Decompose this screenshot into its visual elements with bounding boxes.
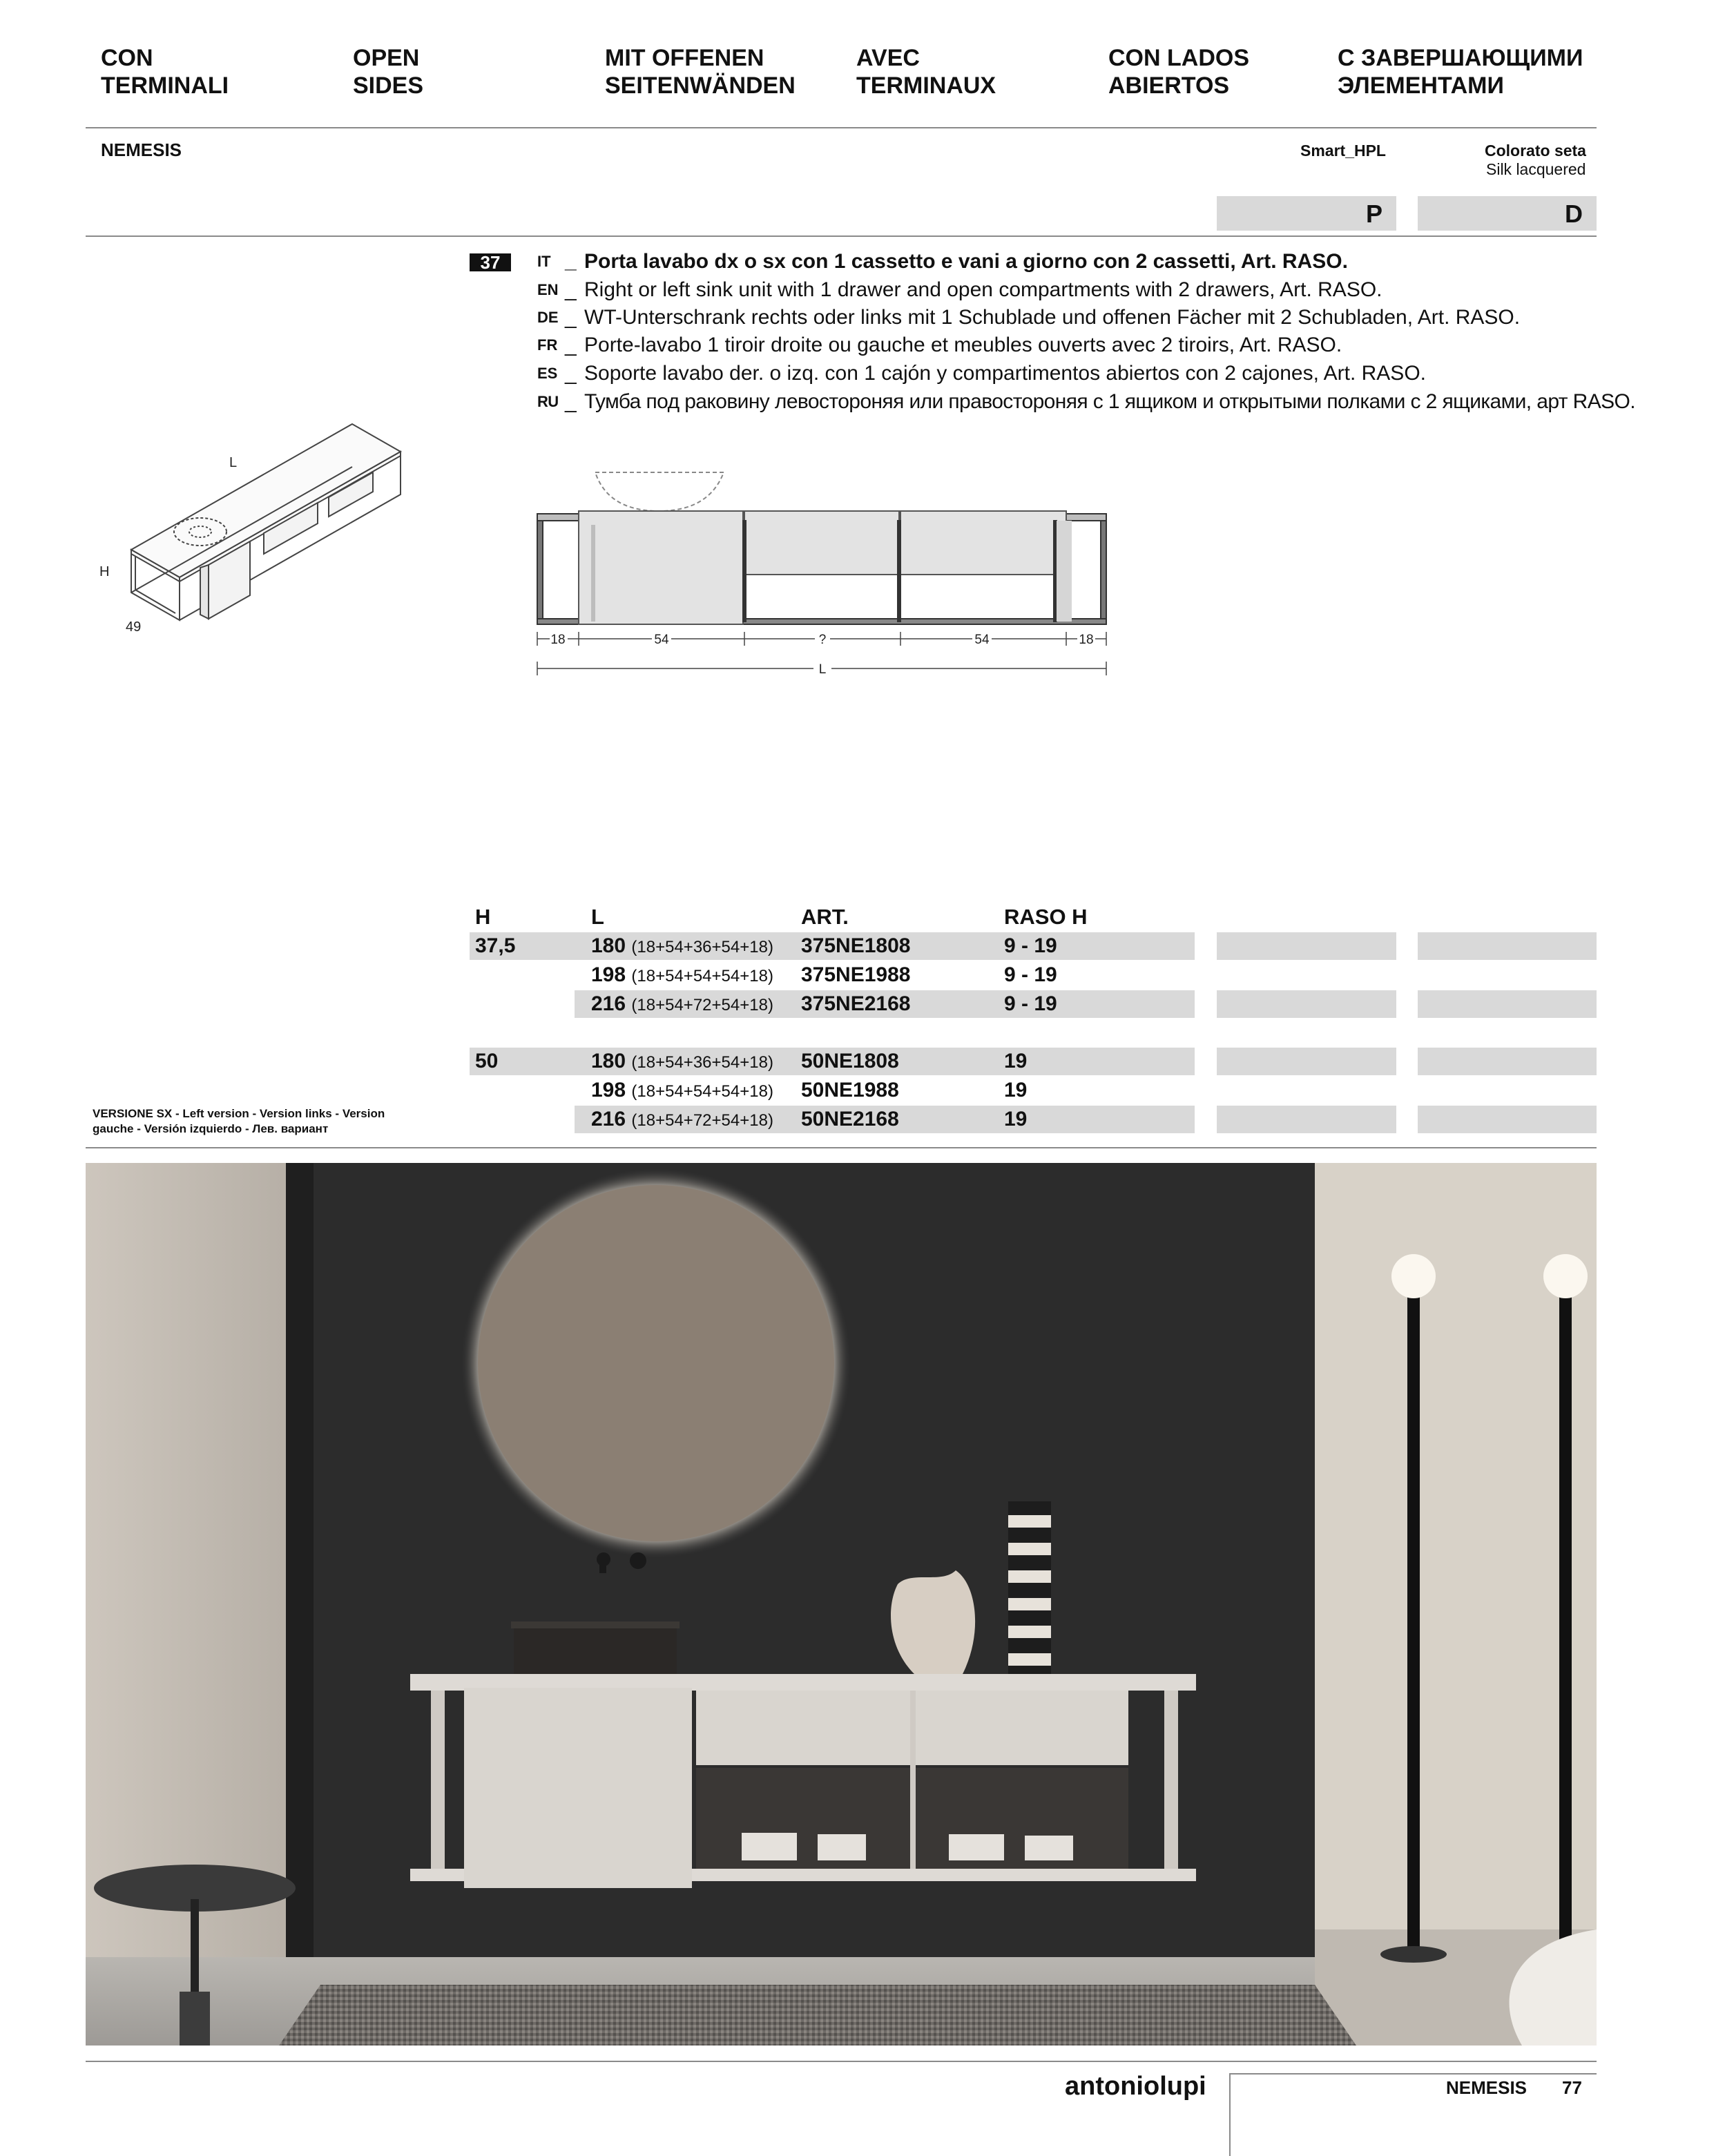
table-bottom-rule: [86, 1147, 1597, 1148]
dim-variable: ?: [818, 633, 827, 647]
table-row: [470, 1048, 1597, 1075]
header-russian: С ЗАВЕРШАЮЩИМИ ЭЛЕМЕНТАМИ: [1338, 45, 1583, 99]
bathroom-photo: [86, 1163, 1597, 2046]
cell-l: 216: [591, 1108, 626, 1130]
table-row: [470, 990, 1597, 1018]
lang-code: FR: [537, 336, 558, 354]
table-header-art: ART.: [801, 905, 849, 929]
cell-l: 198: [591, 963, 626, 986]
desc-text: Porte-lavabo 1 tiroir droite ou gauche et meubles ouverts avec 2 tiroirs, Art. RASO.: [584, 334, 1342, 356]
lang-code: IT: [537, 253, 551, 270]
table-header-raso: RASO H: [1004, 905, 1088, 929]
cell-art: 375NE2168: [801, 992, 911, 1015]
cell-raso: 19: [1004, 1108, 1028, 1130]
cell-art: 375NE1808: [801, 934, 911, 957]
iso-label-l: L: [229, 455, 238, 470]
brand-logo: antoniolupi: [1065, 2072, 1206, 2101]
cell-h: 37,5: [475, 934, 516, 957]
dim-total-l: L: [818, 662, 827, 677]
footer-collection: NEMESIS: [1446, 2077, 1528, 2098]
finish-silk-lacquered: Silk lacquered: [1486, 160, 1586, 178]
version-note: [93, 1106, 385, 1137]
header-con-lados: CON LADOS ABIERTOS: [1108, 45, 1249, 99]
table-header-l: L: [591, 905, 604, 929]
cell-raso: 9 - 19: [1004, 934, 1057, 957]
cell-l: 198: [591, 1079, 626, 1101]
cell-l: 180: [591, 1050, 626, 1072]
finish-code-d: D: [1418, 196, 1597, 231]
header-open-sides: OPEN SIDES: [353, 45, 424, 99]
header-mit-offenen: MIT OFFENEN SEITENWÄNDEN: [605, 45, 796, 99]
desc-text: Porta lavabo dx o sx con 1 cassetto e vani a giorno con 2 cassetti, Art. RASO.: [584, 250, 1348, 273]
cell-l-detail: (18+54+54+54+18): [631, 1082, 773, 1101]
lang-code: ES: [537, 365, 558, 382]
page-number: 77: [1562, 2077, 1582, 2098]
table-row: [470, 1106, 1597, 1133]
cell-l-detail: (18+54+72+54+18): [631, 996, 773, 1014]
cell-raso: 9 - 19: [1004, 992, 1057, 1015]
cell-l-detail: (18+54+36+54+18): [631, 1053, 773, 1072]
front-elevation-drawing: [532, 463, 1119, 684]
section-rule: [86, 235, 1597, 237]
cell-l-detail: (18+54+54+54+18): [631, 967, 773, 985]
table-row: [470, 961, 1597, 989]
footer-rule: [86, 2061, 1597, 2062]
finish-smart-hpl: Smart_HPL: [1300, 142, 1386, 160]
table-header-h: H: [475, 905, 491, 929]
cell-art: 50NE1988: [801, 1079, 899, 1101]
cell-l-detail: (18+54+36+54+18): [631, 938, 773, 956]
table-row: [470, 932, 1597, 960]
version-note-line1: VERSIONE SX - Left version - Version links - Version: [93, 1107, 385, 1120]
cell-l-detail: (18+54+72+54+18): [631, 1111, 773, 1130]
header-rule: [86, 127, 1597, 128]
dim-18-left: 18: [550, 633, 566, 647]
article-number-badge: 37: [470, 253, 511, 271]
finish-code-p: P: [1217, 196, 1396, 231]
cell-l: 216: [591, 992, 626, 1015]
cell-art: 50NE2168: [801, 1108, 899, 1130]
lang-code: RU: [537, 393, 559, 410]
cell-l: 180: [591, 934, 626, 957]
cell-raso: 19: [1004, 1050, 1028, 1072]
cell-raso: 19: [1004, 1079, 1028, 1101]
collection-name: NEMESIS: [101, 139, 182, 160]
dim-54-right: 54: [974, 633, 990, 647]
table-row: [470, 1077, 1597, 1104]
dim-18-right: 18: [1079, 633, 1094, 647]
iso-label-depth: 49: [126, 619, 142, 635]
iso-label-h: H: [99, 564, 110, 579]
version-note-line2: gauche - Versión izquierdo - Лев. вариант: [93, 1122, 329, 1135]
header-con-terminali: CON TERMINALI: [101, 45, 229, 99]
lang-code: DE: [537, 309, 559, 326]
desc-text: Тумба под раковину левостороняя или правостороняя с 1 ящиком и открытыми полками с 2 ящиками, арт RASO.: [584, 390, 1636, 413]
header-avec-terminaux: AVEC TERMINAUX: [856, 45, 996, 99]
cell-raso: 9 - 19: [1004, 963, 1057, 986]
finish-colorato-seta: Colorato seta: [1485, 142, 1586, 160]
cell-art: 375NE1988: [801, 963, 911, 986]
desc-text: WT-Unterschrank rechts oder links mit 1 Schublade und offenen Fächer mit 2 Schubladen, Art. RASO.: [584, 306, 1521, 329]
lang-code: EN: [537, 281, 559, 298]
isometric-drawing: [90, 414, 414, 642]
cell-art: 50NE1808: [801, 1050, 899, 1072]
desc-text: Right or left sink unit with 1 drawer and open compartments with 2 drawers, Art. RASO.: [584, 278, 1382, 301]
desc-text: Soporte lavabo der. o izq. con 1 cajón y compartimentos abiertos con 2 cajones, Art. RASO.: [584, 362, 1426, 385]
dim-54-left: 54: [654, 633, 669, 647]
footer-box: [1229, 2073, 1597, 2156]
cell-h: 50: [475, 1050, 499, 1072]
